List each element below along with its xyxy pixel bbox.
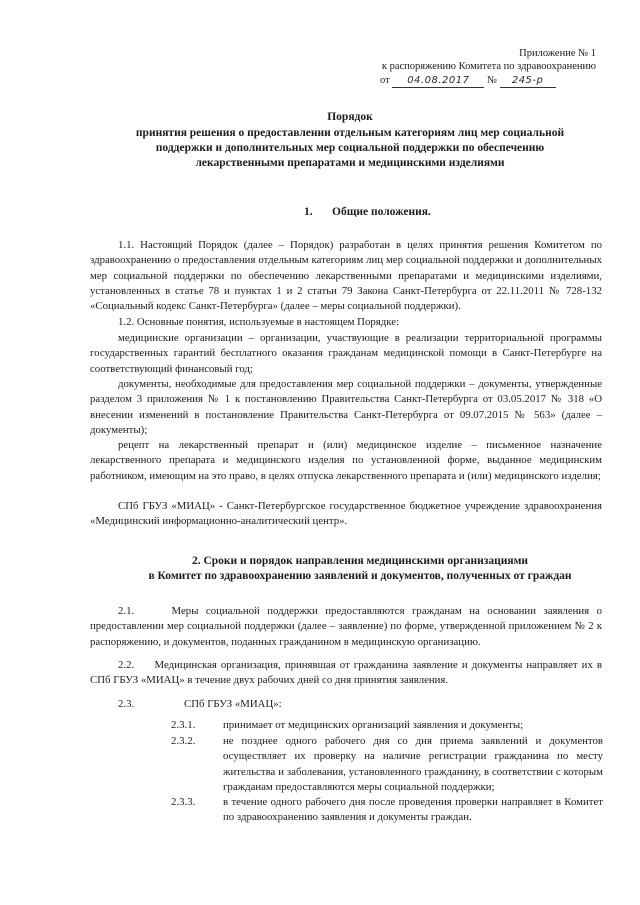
number-label: № — [486, 75, 497, 86]
document-subtitle-line: лекарственными препаратами и медицинскими изделиями — [195, 157, 505, 169]
section-2-heading: 2. Сроки и порядок направления медицинскими организациями — [191, 555, 529, 567]
paragraph-number: 2.3. — [118, 698, 135, 710]
subparagraph-number: 2.3.1. — [171, 719, 196, 731]
definition-miac: СПб ГБУЗ «МИАЦ» - Санкт-Петербургское государственное бюджетное учреждение здравоохранения «Медицинский информационно-аналитический центр». — [90, 500, 602, 528]
section-number: 1. — [304, 206, 313, 218]
appendix-order-ref: к распоряжению Комитета по здравоохранению — [381, 61, 596, 72]
paragraph-text: Медицинская организация, принявшая от гражданина заявление и документы направляет их в СПб ГБУЗ «МИАЦ» в течение двух рабочих дней со дня принятия заявления. — [90, 659, 602, 687]
document-subtitle-line: принятия решения о предоставлении отдельным категориям лиц мер социальной — [135, 127, 565, 139]
subparagraph-text: не позднее одного рабочего дня со дня приема заявлений и документов осуществляет их проверку на наличие регистрации гражданина по месту жительства и заболевания, установленного гражданину, в соответствии с которым гражданам предоставляются меры социальной поддержки; — [223, 735, 603, 793]
section-2-heading-line2: в Комитет по здравоохранению заявлений и документов, полученных от граждан — [148, 570, 572, 582]
definition-prescription: рецепт на лекарственный препарат и (или) медицинское изделие – письменное назначение лекарственного препарата и медицинского изделия по установленной форме, выданное медицинским работником, имеющим на это право, в целях отпуска лекарственного препарата и (или) медицинского изделия; — [90, 439, 602, 482]
section-title: Общие положения. — [332, 206, 431, 218]
subparagraph-2-3-1 — [171, 718, 603, 733]
appendix-date-line — [380, 74, 556, 88]
section-1-heading — [304, 205, 431, 219]
subparagraph-2-3-2 — [171, 734, 603, 795]
handwritten-number: 245-р — [500, 74, 556, 88]
paragraph-2-2 — [90, 658, 602, 689]
handwritten-date: 04.08.2017 — [392, 74, 484, 88]
definition-documents: документы, необходимые для предоставления мер социальной поддержки – документы, утвержденные разделом 3 приложения № 1 к постановлению Правительства Санкт-Петербурга от 03.05.2017 № 318 «О внесении изменений в постановление Правительства Санкт-Петербурга от 09.07.2015 № 563» (далее – документы); — [90, 378, 602, 436]
appendix-label: Приложение № 1 — [519, 48, 596, 59]
paragraph-text: Меры социальной поддержки предоставляются гражданам на основании заявления о предоставлении мер социальной поддержки (далее – заявление) по форме, утвержденной приложением № 2 к распоряжению, и документов, поданных гражданином в медицинскую организацию. — [90, 605, 603, 648]
paragraph-text: СПб ГБУЗ «МИАЦ»: — [184, 698, 282, 710]
document-title: Порядок — [327, 111, 373, 123]
paragraph-number: 2.2. — [118, 659, 135, 671]
subparagraph-text: принимает от медицинских организаций заявления и документы; — [223, 719, 524, 731]
date-from-label: от — [380, 75, 390, 86]
document-subtitle-line: поддержки и дополнительных мер социальной поддержки по обеспечению — [155, 142, 545, 154]
paragraph-2-3 — [118, 697, 282, 712]
subparagraph-number: 2.3.2. — [171, 735, 196, 747]
paragraph-number: 2.1. — [118, 605, 135, 617]
paragraph-1-2: 1.2. Основные понятия, используемые в настоящем Порядке: — [118, 316, 399, 328]
subparagraph-2-3-3 — [171, 795, 603, 826]
definition-medical-organizations: медицинские организации – организации, участвующие в реализации территориальной программы государственных гарантий бесплатного оказания гражданам медицинской помощи в Санкт-Петербурге на соответствующий финансовый год; — [90, 332, 602, 375]
subparagraph-number: 2.3.3. — [171, 796, 196, 808]
subparagraph-text: в течение одного рабочего дня после проведения проверки направляет в Комитет по здравоохранению заявления и документы граждан. — [223, 796, 603, 824]
paragraph-1-1: 1.1. Настоящий Порядок (далее – Порядок) разработан в целях принятия решения Комитетом по здравоохранению о предоставления отдельным категориям лиц мер социальной поддержки и дополнительных мер социальной поддержки по обеспечению лекарственными препаратами и медицинскими изделиями, установленных в статье 78 и пунктах 1 и 2 статьи 79 Закона Санкт-Петербурга от 22.11.2011 № 728-132 «Социальный кодекс Санкт-Петербурга» (далее – меры социальной поддержки). — [90, 239, 602, 313]
paragraph-2-1 — [90, 604, 602, 650]
